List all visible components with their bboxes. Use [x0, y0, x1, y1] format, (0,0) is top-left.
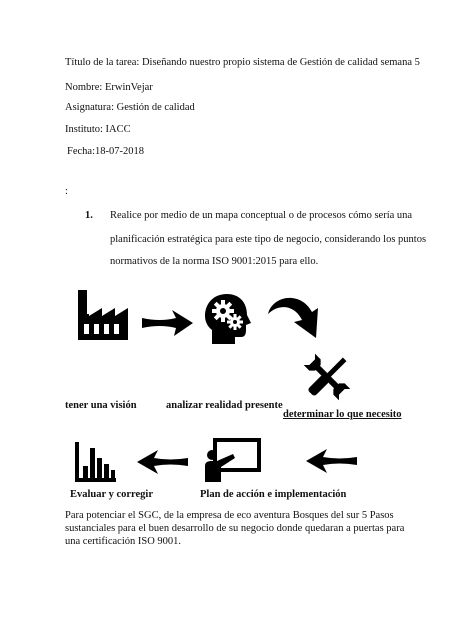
- label-evaluate: Evaluar y corregir: [70, 489, 154, 500]
- curved-arrow-down-icon: [266, 290, 330, 348]
- head-gears-icon: [203, 292, 255, 346]
- conclusion-paragraph: Para potenciar el SGC, de la empresa de eco aventura Bosques del sur 5 Pasos sustanciales para el buen desarrollo de su negocio donde quedaran a puertas para una certificación ISO 9001.: [65, 510, 405, 548]
- label-vision: tener una visión: [65, 400, 137, 411]
- bar-chart-icon: [73, 440, 118, 484]
- question-line-3: normativos de la norma ISO 9001:2015 para ello.: [110, 256, 319, 267]
- colon-mark: :: [65, 186, 68, 197]
- presentation-icon: [203, 438, 261, 484]
- student-name: Nombre: ErwinVejar: [65, 82, 153, 93]
- factory-icon: [75, 288, 130, 342]
- arrow-right-icon: [140, 308, 195, 338]
- question-line-1: Realice por medio de un mapa conceptual o de procesos cómo sería una: [110, 210, 413, 221]
- subject: Asignatura: Gestión de calidad: [65, 102, 195, 113]
- institute: Instituto: IACC: [65, 124, 131, 135]
- tools-icon: [300, 350, 354, 404]
- question-line-2: planificación estratégica para este tipo de negocio, considerando los puntos: [110, 234, 427, 245]
- date: Fecha:18-07-2018: [67, 146, 144, 157]
- arrow-left-icon: [136, 448, 190, 476]
- label-determine: determinar lo que necesito: [283, 409, 402, 420]
- label-analyze: analizar realidad presente: [166, 400, 283, 411]
- task-title: Título de la tarea: Diseñando nuestro propio sistema de Gestión de calidad semana 5: [65, 57, 420, 68]
- arrow-left-icon: [305, 448, 359, 474]
- label-plan: Plan de acción e implementación: [200, 489, 347, 500]
- question-number: 1.: [85, 210, 93, 221]
